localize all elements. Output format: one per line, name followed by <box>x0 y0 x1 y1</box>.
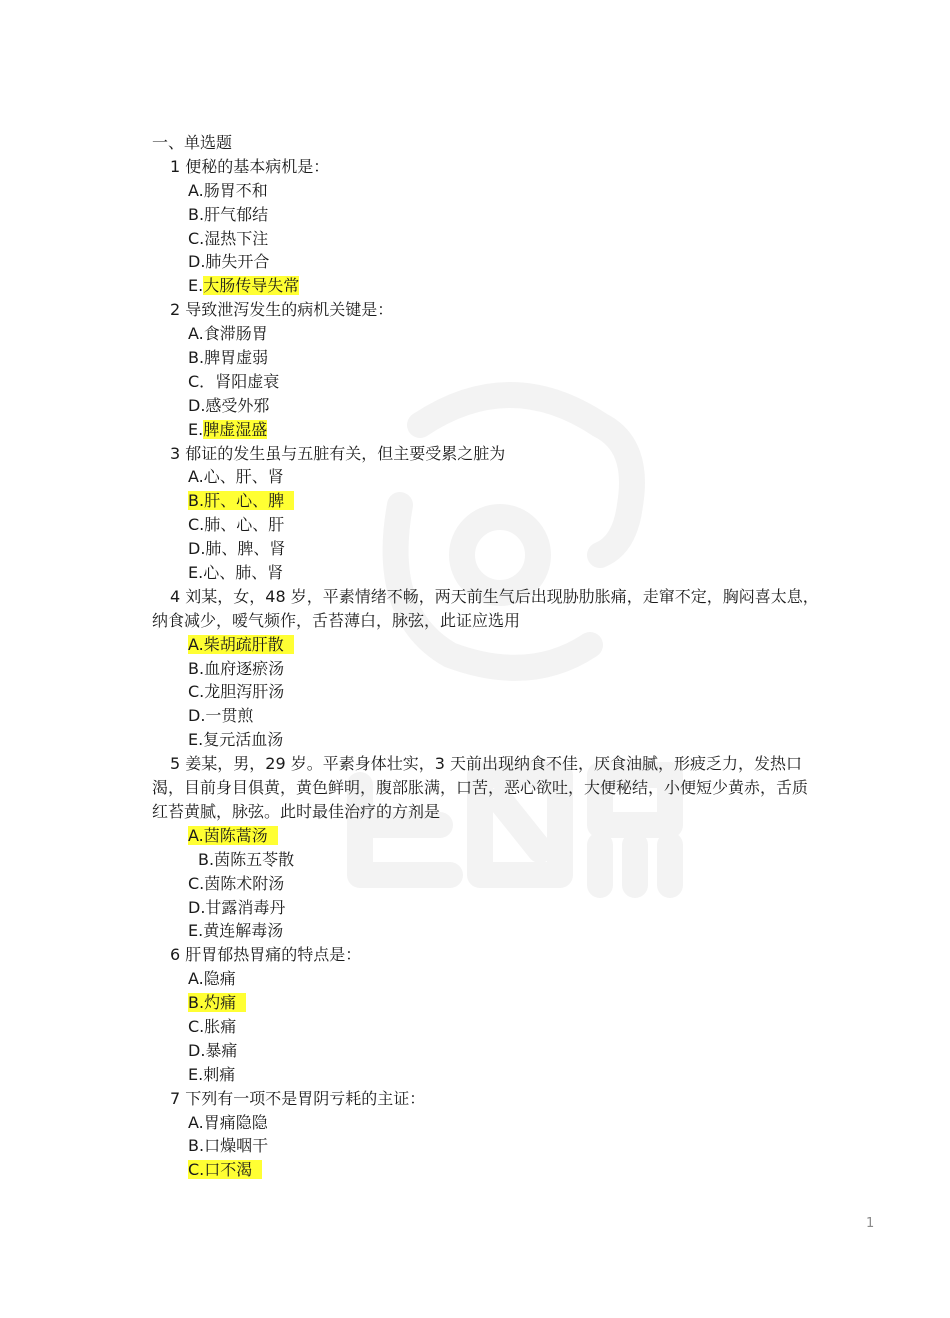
answer-option <box>152 370 882 394</box>
question-stem-line: 6 肝胃郁热胃痛的特点是： <box>170 945 362 965</box>
option-text: 复元活血汤 <box>203 730 284 750</box>
question-stem-line: 1 便秘的基本病机是： <box>170 156 330 176</box>
option-text: 龙胆泻肝汤 <box>204 682 285 702</box>
option-text: 刺痛 <box>203 1064 236 1084</box>
question-list <box>152 131 882 1182</box>
highlighted-answer-text: 灼痛 <box>204 993 237 1013</box>
highlighted-answer-text: 茵陈蒿汤 <box>203 825 268 845</box>
option-text: 肾阳虚衰 <box>215 371 280 391</box>
question-stem-continuation: 渴，目前身目俱黄，黄色鲜明，腹部胀满，口苦，恶心欲吐，大便秘结，小便短少黄赤，舌质 <box>152 778 809 798</box>
option-text: 肺、脾、肾 <box>205 539 286 559</box>
question-stem-line: 3 郁证的发生虽与五脏有关，但主要受累之脏为 <box>170 443 506 463</box>
option-text: 肺失开合 <box>205 252 270 272</box>
option-letter: E. <box>188 276 204 296</box>
option-text: 茵陈五苓散 <box>214 849 295 869</box>
option-text: 肠胃不和 <box>203 180 268 200</box>
option-letter: B. <box>188 348 205 368</box>
question-stem <box>152 943 882 967</box>
question-stem-line: 4 刘某，女，48 岁，平素情绪不畅，两天前生气后出现胁肋胀痛，走窜不定，胸闷喜太息， <box>170 586 819 606</box>
answer-option <box>152 489 882 513</box>
answer-option <box>152 967 882 991</box>
answer-highlight <box>188 491 294 510</box>
answer-option <box>152 322 882 346</box>
answer-option <box>152 537 882 561</box>
question-stem <box>152 752 882 824</box>
question-stem <box>152 155 882 179</box>
option-text: 暴痛 <box>205 1040 238 1060</box>
option-text: 肺、心、肝 <box>204 515 285 535</box>
option-text: 血府逐瘀汤 <box>204 658 285 678</box>
option-letter: E. <box>188 921 204 941</box>
option-text: 湿热下注 <box>204 228 269 248</box>
option-text: 口燥咽干 <box>204 1136 269 1156</box>
question-stem-continuation: 纳食减少，嗳气频作，舌苔薄白，脉弦，此证应选用 <box>152 610 521 630</box>
answer-option <box>152 179 882 203</box>
answer-option <box>152 1039 882 1063</box>
answer-highlight <box>188 826 278 845</box>
option-letter: B. <box>188 993 205 1013</box>
answer-option <box>152 1015 882 1039</box>
highlighted-answer-text: 口不渴 <box>204 1160 253 1180</box>
answer-option <box>152 274 882 298</box>
highlighted-answer-text: 柴胡疏肝散 <box>203 634 284 654</box>
option-text: 肝气郁结 <box>204 204 269 224</box>
option-text: 胃痛隐隐 <box>203 1112 268 1132</box>
answer-option <box>152 728 882 752</box>
option-letter: B. <box>188 1136 205 1156</box>
option-text: 脾胃虚弱 <box>204 348 269 368</box>
option-letter: A. <box>188 467 204 487</box>
option-letter: A. <box>188 969 204 989</box>
option-letter: B. <box>198 849 215 869</box>
question-stem <box>152 298 882 322</box>
answer-option <box>152 394 882 418</box>
question-stem <box>152 585 882 633</box>
highlighted-answer-text: 肝、心、脾 <box>204 491 285 511</box>
answer-option <box>152 465 882 489</box>
answer-option <box>152 872 882 896</box>
option-letter: D. <box>188 1040 206 1060</box>
option-letter: C． <box>188 371 216 391</box>
answer-option <box>152 824 882 848</box>
option-letter: E. <box>188 730 204 750</box>
option-letter: C. <box>188 515 205 535</box>
option-letter: C. <box>188 682 205 702</box>
option-text: 胀痛 <box>204 1016 237 1036</box>
question-stem-continuation: 红苔黄腻，脉弦。此时最佳治疗的方剂是 <box>152 801 441 821</box>
answer-option <box>152 513 882 537</box>
option-letter: E. <box>188 563 204 583</box>
option-letter: D. <box>188 252 206 272</box>
question-stem <box>152 1087 882 1111</box>
answer-option <box>152 991 882 1015</box>
section-title: 一、单选题 <box>152 133 233 152</box>
highlighted-answer-text: 大肠传导失常 <box>203 276 300 296</box>
option-letter: B. <box>188 204 205 224</box>
option-letter: D. <box>188 897 206 917</box>
answer-option <box>152 418 882 442</box>
answer-option <box>152 896 882 920</box>
answer-option <box>152 1063 882 1087</box>
question-stem-line: 5 姜某，男，29 岁。平素身体壮实，3 天前出现纳食不佳，厌食油腻，形疲乏力，发热口 <box>170 754 802 774</box>
option-text: 甘露消毒丹 <box>205 897 286 917</box>
option-letter: B. <box>188 658 205 678</box>
option-letter: C. <box>188 873 205 893</box>
answer-option <box>152 250 882 274</box>
option-letter: D. <box>188 706 206 726</box>
option-letter: E. <box>188 419 204 439</box>
option-letter: C. <box>188 1016 205 1036</box>
option-letter: A. <box>188 1112 204 1132</box>
option-text: 食滞肠胃 <box>203 324 268 344</box>
answer-highlight <box>188 635 294 654</box>
answer-option <box>152 227 882 251</box>
option-letter: B. <box>188 491 205 511</box>
answer-option <box>152 657 882 681</box>
answer-highlight <box>188 1160 262 1179</box>
answer-option <box>152 919 882 943</box>
option-letter: C. <box>188 228 205 248</box>
answer-option <box>152 203 882 227</box>
answer-option <box>152 848 882 872</box>
option-text: 感受外邪 <box>205 395 270 415</box>
option-text: 茵陈术附汤 <box>204 873 285 893</box>
option-letter: A. <box>188 825 204 845</box>
question-stem-line: 7 下列有一项不是胃阴亏耗的主证： <box>170 1088 426 1108</box>
answer-option <box>152 1134 882 1158</box>
question-stem <box>152 442 882 466</box>
answer-option <box>152 1111 882 1135</box>
option-letter: D. <box>188 395 206 415</box>
answer-option <box>152 346 882 370</box>
option-letter: C. <box>188 1160 205 1180</box>
option-text: 心、肝、肾 <box>203 467 284 487</box>
option-text: 黄连解毒汤 <box>203 921 284 941</box>
option-letter: D. <box>188 539 206 559</box>
option-letter: E. <box>188 1064 204 1084</box>
answer-highlight <box>188 993 246 1012</box>
option-letter: A. <box>188 180 204 200</box>
option-text: 一贯煎 <box>205 706 254 726</box>
question-stem-line: 2 导致泄泻发生的病机关键是： <box>170 300 394 320</box>
option-letter: A. <box>188 634 204 654</box>
answer-option <box>152 561 882 585</box>
answer-option <box>152 1158 882 1182</box>
highlighted-answer-text: 脾虚湿盛 <box>203 419 268 439</box>
option-text: 隐痛 <box>203 969 236 989</box>
option-letter: A. <box>188 324 204 344</box>
page-number: 1 <box>866 1216 875 1231</box>
answer-option <box>152 704 882 728</box>
option-text: 心、肺、肾 <box>203 563 284 583</box>
answer-option <box>152 680 882 704</box>
answer-option <box>152 633 882 657</box>
